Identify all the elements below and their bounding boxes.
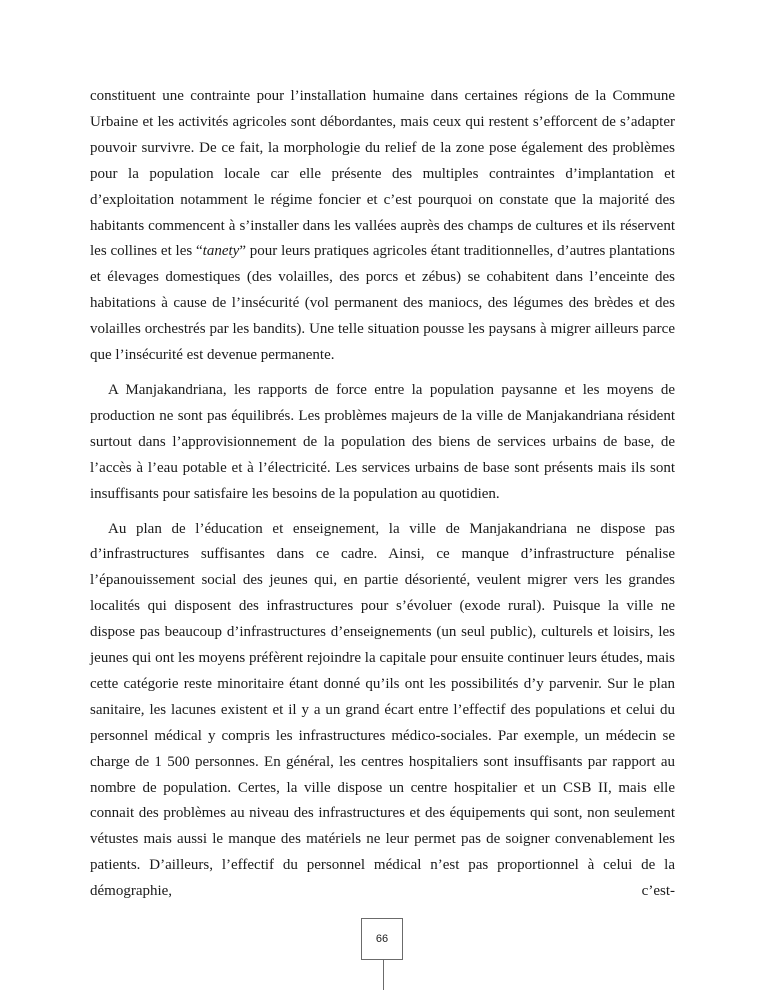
page-number-connector-line	[383, 960, 384, 990]
page-number-box	[361, 918, 403, 960]
paragraph-production-imbalance	[90, 378, 675, 508]
text-segment: A Manjakandriana, les rapports de force entre la population paysanne et les moyens de production ne sont pas équilibrés. Les problèmes majeurs de la ville de Manjakandriana résident surtout dans l’approvisionnement de la population des biens de services urbains de base, de l’accès à l’eau potable et à l’électricité. Les services urbains de base sont présents mais ils sont insuffisants pour satisfaire les besoins de la population au quotidien.	[90, 381, 675, 502]
document-page	[90, 84, 675, 905]
text-segment: Au plan de l’éducation et enseignement, la ville de Manjakandriana ne dispose pas d’infrastructures suffisantes dans ce cadre. Ainsi, ce manque d’infrastructure pénalise l’épanouissement social des jeunes qui, en partie désorienté, veulent migrer vers les grandes localités qui disposent des infrastructures pour s’évoluer (exode rural). Puisque la ville ne dispose pas beaucoup d’infrastructures d’enseignements (un seul public), culturels et loisirs, les jeunes qui ont les moyens préfèrent rejoindre la capitale pour ensuite continuer leurs études, mais cette catégorie reste minoritaire étant donné qu’ils ont les possibilités d’y parvenir. Sur le plan sanitaire, les lacunes existent et il y a un grand écart entre l’effectif des populations et celui du personnel médical y compris les infrastructures médico-sociales. Par exemple, un médecin se charge de 1 500 personnes. En général, les centres hospitaliers sont insuffisants par rapport au nombre de population. Certes, la ville dispose un centre hospitalier et un CSB II, mais elle connait des problèmes au niveau des infrastructures et des équipements qui sont, non seulement vétustes mais aussi le manque des matériels ne leur permet pas de soigner convenablement les patients. D’ailleurs, l’effectif du personnel médical n’est pas proportionnel à celui de la démographie, c’est-	[90, 520, 675, 900]
text-segment: ” pour leurs pratiques agricoles étant traditionnelles, d’autres plantations et élevages domestiques (des volailles, des porcs et zébus) se cohabitent dans l’enceinte des habitations à cause de l’insécurité (vol permanent des maniocs, des légumes des brèdes et des volailles orchestrés par les bandits). Une telle situation pousse les paysans à migrer ailleurs parce que l’insécurité est devenue permanente.	[90, 243, 676, 364]
page-number: 66	[375, 933, 389, 945]
paragraph-education-health	[90, 517, 675, 906]
paragraph-relief-constraints	[90, 84, 675, 369]
italic-term-tanety: tanety	[202, 243, 240, 260]
text-segment: constituent une contrainte pour l’installation humaine dans certaines régions de la Commune Urbaine et les activités agricoles sont débordantes, mais ceux qui restent s’efforcent de s’adapter pouvoir survivre. De ce fait, la morphologie du relief de la zone pose également des problèmes pour la population locale car elle présente des multiples contraintes d’implantation et d’exploitation notamment le régime foncier et c’est pourquoi on constate que la majorité des habitants commencent à s’installer dans les vallées auprès des champs de cultures et ils réservent les collines et les “	[90, 88, 675, 260]
